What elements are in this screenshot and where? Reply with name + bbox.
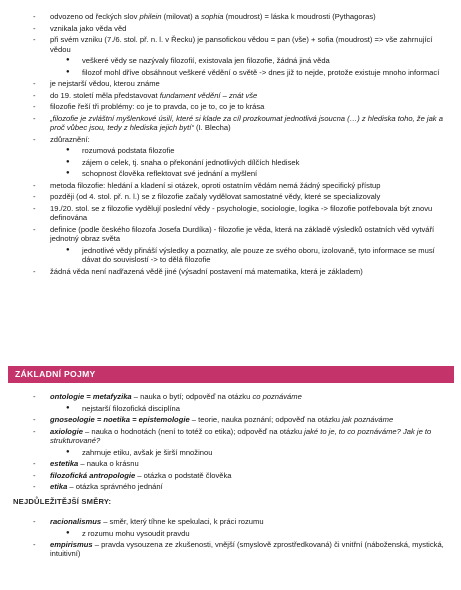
bullet-item: ● veškeré vědy se nazývaly filozofií, existovala jen filozofie, žádná jiná věda (0, 56, 461, 65)
bullet-item: ● z rozumu mohu vysoudit pravdu (0, 529, 461, 538)
dash-item: - odvozeno od řeckých slov philein (milovat) a sophia (moudrost) = láska k moudrosti (Pythagoras) (0, 12, 461, 21)
philosophy-intro-list (0, 12, 461, 278)
dash-item: - etika – otázka správného jednání (0, 482, 461, 491)
bullet-item: ● jednotlivé vědy přináší výsledky a poznatky, ale pouze ze svého oboru, izolovaně, tyto informace se musí dávat do souvislostí -> to dělá filozofie (0, 246, 461, 265)
bullet-item: ● rozumová podstata filozofie (0, 146, 461, 155)
bullet-item: ● schopnost člověka reflektovat své jednání a myšlení (0, 169, 461, 178)
dash-item: - axiologie – nauka o hodnotách (není to totéž co etika); odpověď na otázku jaké to je, to co poznáváme? Jak je to strukturované? (0, 427, 461, 446)
dash-item: - při svém vzniku (7./6. stol. př. n. l. v Řecku) je pansofickou vědou = pan (vše) + sofia (moudrost) => vše zahrnující vědou (0, 35, 461, 54)
dash-item: - do 19. století měla představovat fundament vědění – znát vše (0, 91, 461, 100)
dash-item: - je nejstarší vědou, kterou známe (0, 79, 461, 88)
dash-item: - 19./20. stol. se z filozofie vydělují poslední vědy - psychologie, sociologie, logika -> filozofie potřebovala být znovu definována (0, 204, 461, 223)
main-directions-list (0, 517, 461, 561)
dash-item: - gnoseologie = noetika = epistemologie – teorie, nauka poznání; odpověď na otázku jak poznáváme (0, 415, 461, 424)
basic-terms-list (0, 392, 461, 494)
dash-item: - estetika – nauka o krásnu (0, 459, 461, 468)
dash-item: - zdůraznění: (0, 135, 461, 144)
dash-item: - definice (podle českého filozofa Josefa Durdíka) - filozofie je věda, která na základě výsledků ostatních věd vytváří jednotný obraz světa (0, 225, 461, 244)
bullet-item: ● nejstarší filozofická disciplína (0, 404, 461, 413)
dash-item: - empirismus – pravda vysouzena ze zkušenosti, vnější (smyslově zprostředkovaná) či vnitřní (náboženská, mystická, intuitivní) (0, 540, 461, 559)
bullet-item: ● zahrnuje etiku, avšak je širší množinou (0, 448, 461, 457)
dash-item: - později (od 4. stol. př. n. l.) se z filozofie začaly vydělovat samostatné vědy, které se specializovaly (0, 192, 461, 201)
dash-item: - metoda filozofie: hledání a kladení si otázek, oproti ostatním vědám nemá žádný specifický přístup (0, 181, 461, 190)
section-header-basic-terms: ZÁKLADNÍ POJMY (8, 366, 454, 383)
dash-item: - filozofie řeší tři problémy: co je to pravda, co je to, co je to krása (0, 102, 461, 111)
dash-item: - žádná věda není nadřazená vědě jiné (výsadní postavení má matematika, která je základem) (0, 267, 461, 276)
dash-item: - racionalismus – směr, který tíhne ke spekulaci, k práci rozumu (0, 517, 461, 526)
dash-item: - vznikala jako věda věd (0, 24, 461, 33)
dash-item: - ontologie = metafyzika – nauka o bytí; odpověď na otázku co poznáváme (0, 392, 461, 401)
dash-item: - „filozofie je zvláštní myšlenkové úsilí, které si klade za cíl prozkoumat jednotlivá jsoucna (…) z hlediska toho, že jak a proč vůbec jsou, tedy z hlediska jejich bytí“ (I. Blecha) (0, 114, 461, 133)
bullet-item: ● filozof mohl dříve obsáhnout veškeré vědění o světě -> dnes již to nejde, protože existuje mnoho informací (0, 68, 461, 77)
bullet-item: ● zájem o celek, tj. snaha o překonání jednotlivých dílčích hledisek (0, 158, 461, 167)
dash-item: - filozofická antropologie – otázka o podstatě člověka (0, 471, 461, 480)
section-heading-main-directions: NEJDŮLEŽITĚJŠÍ SMĚRY: (13, 497, 112, 506)
